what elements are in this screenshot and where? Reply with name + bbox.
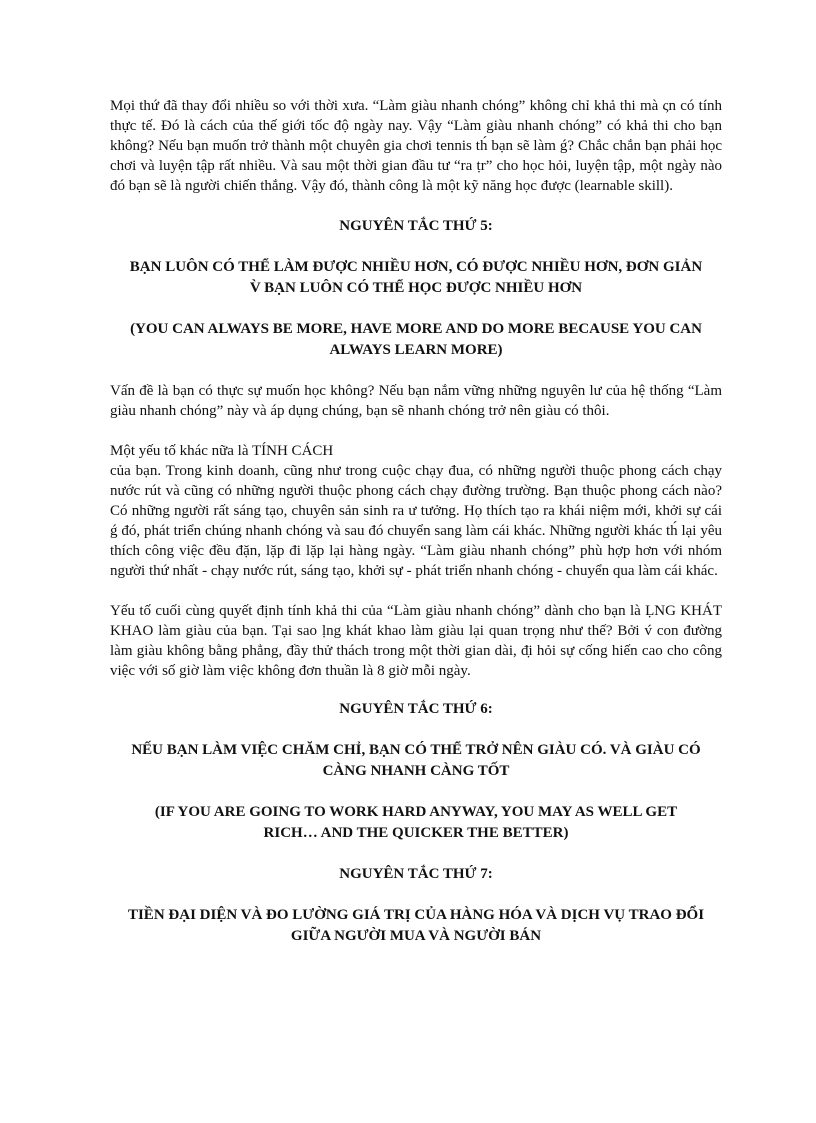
rule-6-vietnamese-line-2: CÀNG NHANH CÀNG TỐT — [322, 763, 510, 779]
rule-5-english-line-1: (YOU CAN ALWAYS BE MORE, HAVE MORE AND DO MORE BECAUSE YOU CAN — [130, 321, 702, 337]
paragraph-personality-lead: Một yếu tố khác nữa là TÍNH CÁCH — [110, 443, 334, 459]
rule-6-vietnamese-heading — [110, 740, 722, 782]
paragraph-learning: Vấn đề là bạn có thực sự muốn học không? Nếu bạn nắm vững những nguyên lư của hệ thống “Làm giàu nhanh chóng” này và áp dụng chúng, bạn sẽ nhanh chóng trở nên giàu có thôi. — [110, 383, 722, 419]
paragraph-personality — [110, 441, 722, 581]
rule-5-english-heading — [110, 319, 722, 361]
rule-7-vietnamese-line-2: GIỮA NGƯỜI MUA VÀ NGƯỜI BÁN — [290, 928, 542, 944]
paragraph-desire: Yếu tố cuối cùng quyết định tính khả thi của “Làm giàu nhanh chóng” dành cho bạn là ḶNG KHÁT KHAO làm giàu của bạn. Tại sao ḷng khát khao làm giàu lại quan trọng như thế? Bởi v́ con đường làm giàu không bằng phẳng, đầy thử thách trong một thời gian dài, đ̣i hỏi sự cống hiến cao cho công việc với số giờ làm việc không đơn thuần là 8 giờ mỗi ngày. — [110, 603, 722, 679]
rule-6-english-line-2: RICH… AND THE QUICKER THE BETTER) — [263, 825, 569, 841]
rule-6-title: NGUYÊN TẮC THỨ 6: — [339, 701, 493, 717]
rule-7-title: NGUYÊN TẮC THỨ 7: — [339, 866, 493, 882]
rule-6-english-line-1: (IF YOU ARE GOING TO WORK HARD ANYWAY, YOU MAY AS WELL GET — [154, 804, 678, 820]
rule-5-title: NGUYÊN TẮC THỨ 5: — [339, 218, 493, 234]
rule-7-vietnamese-heading — [110, 905, 722, 947]
rule-5-english-line-2: ALWAYS LEARN MORE) — [329, 342, 503, 358]
rule-7-vietnamese-line-1: TIỀN ĐẠI DIỆN VÀ ĐO LƯỜNG GIÁ TRỊ CỦA HÀNG HÓA VÀ DỊCH VỤ TRAO ĐỔI — [127, 907, 705, 923]
rule-5-vietnamese-heading — [110, 257, 722, 299]
rule-6-vietnamese-line-1: NẾU BẠN LÀM VIỆC CHĂM CHỈ, BẠN CÓ THỂ TRỞ NÊN GIÀU CÓ. VÀ GIÀU CÓ — [131, 742, 701, 758]
paragraph-fast-wealth-intro: Mọi thứ đã thay đổi nhiều so với thời xưa. “Làm giàu nhanh chóng” không chỉ khả thi mà ςn có tính thực tế. Đó là cách của thế giới tốc độ ngày nay. Vậy “Làm giàu nhanh chóng” có khả thi cho bạn không? Nếu bạn muốn trở thành một chuyên gia chơi tennis th́ bạn sẽ làm ǵ? Chắc chắn bạn phải học chơi và luyện tập rất nhiều. Và sau một thời gian đầu tư “ra ṭr” cho học hỏi, luyện tập, một ngày nào đó bạn sẽ là người chiến thắng. Vậy đó, thành công là một kỹ năng học được (learnable skill). — [110, 98, 722, 194]
rule-5-vietnamese-line-1: BẠN LUÔN CÓ THỂ LÀM ĐƯỢC NHIỀU HƠN, CÓ ĐƯỢC NHIỀU HƠN, ĐƠN GIẢN — [129, 259, 703, 275]
rule-6-english-heading — [110, 802, 722, 844]
document-page — [110, 96, 722, 947]
rule-5-vietnamese-line-2: V̀ BẠN LUÔN CÓ THỂ HỌC ĐƯỢC NHIỀU HƠN — [249, 280, 583, 296]
paragraph-personality-body: của bạn. Trong kinh doanh, cũng như trong cuộc chạy đua, có những người thuộc phong cách chạy nước rút và cũng có những người thuộc phong cách chạy đường trường. Bạn thuộc phong cách nào? Có những người rất sáng tạo, chuyên sản sinh ra ư tưởng. Họ thích tạo ra khái niệm mới, khởi sự cái ǵ đó, phát triển chúng nhanh chóng và sau đó chuyển sang làm cái khác. Những người khác th́ lại yêu thích công việc đều đặn, lặp đi lặp lại hàng ngày. “Làm giàu nhanh chóng” phù hợp hơn với nhóm người thứ nhất - chạy nước rút, sáng tạo, khởi sự - phát triển nhanh chóng - chuyển qua làm cái khác. — [110, 463, 722, 579]
